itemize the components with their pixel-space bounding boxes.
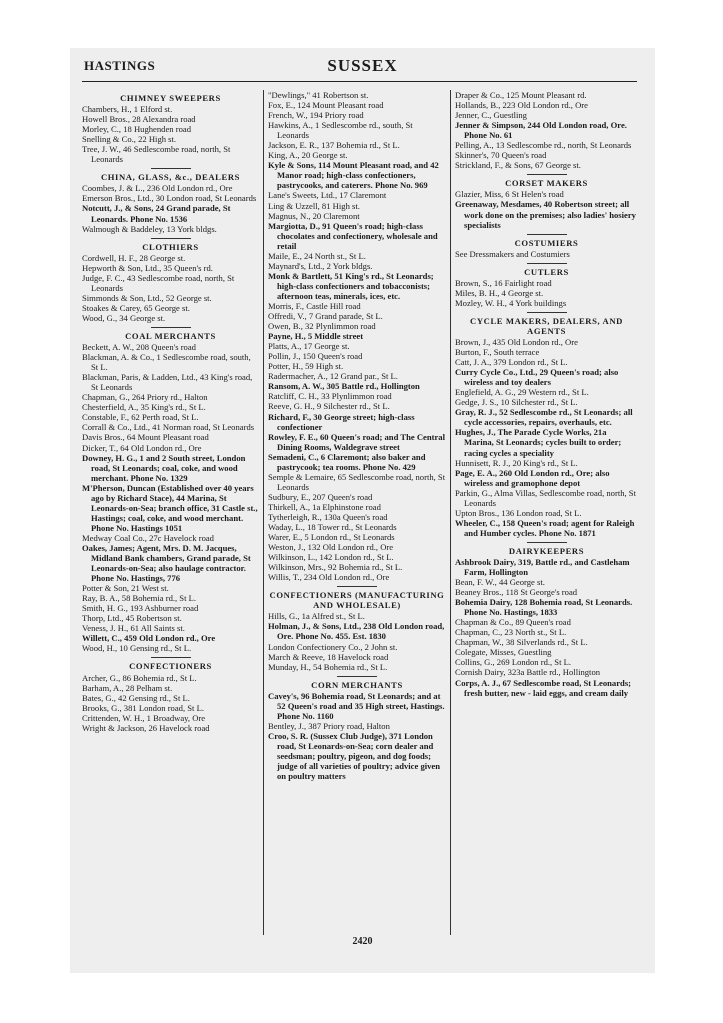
section-heading: CONFECTIONERS (MANUFACTURING AND WHOLESALE) (269, 590, 445, 611)
directory-entry: Snelling & Co., 22 High st. (82, 134, 177, 145)
directory-entry: Medway Coal Co., 27c Havelock road (82, 532, 214, 543)
directory-entry: Strickland, F., & Sons, 67 George st. (455, 160, 581, 171)
running-header-county: SUSSEX (327, 56, 398, 75)
directory-entry-bold: Wheeler, C., 158 Queen's road; agent for Raleigh and Humber cycles. Phone No. 1871 (455, 517, 635, 538)
directory-entry: Catt, J. A., 379 London rd., St L. (455, 357, 568, 368)
section-heading: CONFECTIONERS (129, 661, 212, 672)
section-separator (337, 676, 377, 677)
directory-entry: Coombes, J. & L., 236 Old London rd., Ore (82, 183, 233, 194)
directory-entry: Archer, G., 86 Bohemia rd., St L. (82, 672, 197, 683)
directory-entry: Mozley, W. H., 4 York buildings (455, 297, 567, 308)
directory-entry: Dicker, T., 64 Old London rd., Ore (82, 442, 202, 453)
directory-entry-bold: Ashbrook Dairy, 319, Battle rd., and Castleham Farm, Hollington (455, 556, 630, 578)
directory-columns (82, 90, 638, 935)
directory-entry: Colegate, Misses, Guestling (455, 647, 552, 658)
directory-entry: Parkin, G., Alma Villas, Sedlescombe road, north, St Leonards (455, 487, 636, 508)
section-separator (151, 238, 191, 239)
section-separator (527, 542, 567, 543)
directory-entry-bold: Kyle & Sons, 114 Mount Pleasant road, and 42 Manor road; high-class confectioners, pastrycooks, and caterers. Phone No. 969 (268, 160, 439, 191)
directory-entry: French, W., 194 Priory road (268, 110, 364, 121)
directory-entry-bold: Willett, C., 459 Old London rd., Ore (82, 633, 216, 644)
directory-entry: Judge, F. C., 43 Sedlescombe road, north, St Leonards (82, 272, 235, 293)
header-rule (82, 81, 637, 82)
directory-entry: Hollands, B., 223 Old London rd., Ore (455, 100, 588, 111)
directory-entry: Crittenden, W. H., 1 Broadway, Ore (82, 712, 206, 723)
section-heading: DAIRYKEEPERS (508, 545, 585, 556)
directory-entry-bold: Monk & Bartlett, 51 King's rd., St Leonards; high-class confectioners and tobacconists; afternoon teas, minerals, ices, etc. (268, 270, 434, 301)
directory-entry-bold: Curry Cycle Co., Ltd., 29 Queen's road; also wireless and toy dealers (455, 367, 619, 388)
directory-entry: Tree, J. W., 46 Sedlescombe road, north, St Leonards (82, 144, 231, 165)
directory-entry: Chapman, W., 38 Silverlands rd., St L. (455, 637, 588, 648)
directory-entry: Chapman, G., 264 Priory rd., Halton (82, 392, 208, 403)
directory-entry: Brown, J., 435 Old London rd., Ore (455, 336, 578, 347)
directory-entry: Gedge, J. S., 10 Silchester rd., St L. (455, 397, 578, 408)
directory-entry-bold: Page, E. A., 260 Old London rd., Ore; also wireless and gramophone depot (455, 467, 610, 488)
directory-entry: Ling & Uzzell, 81 High st. (268, 200, 360, 211)
directory-entry: Veness, J. H., 61 All Saints st. (82, 623, 185, 634)
directory-entry: Platts, A., 17 George st. (268, 341, 350, 352)
directory-entry: Pelling, A., 13 Sedlescombe rd., north, St Leonards (455, 140, 632, 151)
directory-entry: Jenner, C., Guestling (455, 110, 527, 121)
directory-entry: Morris, F., Castle Hill road (268, 300, 361, 311)
directory-entry: Hunnisett, R. J., 20 King's rd., St L. (455, 457, 578, 468)
column-3 (455, 90, 638, 935)
directory-entry: Brown, S., 16 Fairlight road (455, 277, 552, 288)
directory-entry: Jackson, E. R., 137 Bohemia rd., St L. (268, 140, 400, 151)
directory-entry: Potter, H., 59 High st. (268, 361, 344, 372)
section-separator (527, 312, 567, 313)
directory-entry: Maynard's, Ltd., 2 York bldgs. (268, 260, 373, 271)
directory-entry: Barham, A., 28 Pelham st. (82, 682, 173, 693)
directory-entry: Blackman, Paris, & Ladden, Ltd., 43 King's road, St Leonards (82, 372, 253, 393)
directory-entry: Wilkinson, Mrs., 92 Bohemia rd., St L. (268, 562, 403, 573)
directory-entry: Thorp, Ltd., 45 Robertson st. (82, 613, 182, 624)
directory-entry-bold: Jenner & Simpson, 244 Old London road, Ore. Phone No. 61 (455, 120, 627, 141)
directory-entry: Bentley, J., 387 Priory road, Halton (268, 720, 390, 731)
directory-entry: Ray, B. A., 58 Bohemia rd., St L. (82, 593, 197, 604)
section-separator (151, 657, 191, 658)
directory-entry-bold: Margiotta, D., 91 Queen's road; high-class chocolates and confectionery, wholesale and retail (268, 220, 438, 251)
directory-entry-bold: Ransom, A. W., 305 Battle rd., Hollington (268, 381, 420, 392)
directory-entry: Wood, G., 34 George st. (82, 312, 166, 323)
directory-entry: Howell Bros., 28 Alexandra road (82, 114, 196, 125)
directory-entry: Maile, E., 24 North st., St L. (268, 250, 366, 261)
page-number: 2420 (352, 936, 373, 947)
directory-entry: Burton, F., South terrace (455, 347, 540, 358)
directory-entry: Chambers, H., 1 Elford st. (82, 104, 173, 115)
directory-entry: Fox, E., 124 Mount Pleasant road (268, 100, 384, 111)
directory-entry: Wilkinson, L., 142 London rd., St L. (268, 552, 394, 563)
directory-entry: London Confectionery Co., 2 John st. (268, 641, 398, 652)
directory-entry: Emerson Bros., Ltd., 30 London road, St Leonards (82, 193, 257, 204)
directory-entry: Munday, H., 54 Bohemia rd., St L. (268, 661, 388, 672)
directory-entry-bold: Downey, H. G., 1 and 2 South street, London road, St Leonards; coal, coke, and wood merchant. Phone No. 1329 (82, 452, 246, 483)
directory-entry: Lane's Sweets, Ltd., 17 Claremont (268, 190, 387, 201)
directory-entry: Miles, B. H., 4 George st. (455, 287, 544, 298)
directory-entry: Weston, J., 132 Old London rd., Ore (268, 542, 394, 553)
directory-entry: Cornish Dairy, 323a Battle rd., Hollington (455, 667, 601, 678)
directory-entry: Waday, L., 18 Tower rd., St Leonards (268, 522, 397, 533)
section-heading: CORN MERCHANTS (311, 679, 403, 690)
directory-entry-bold: Hughes, J., The Parade Cycle Works, 21a Marina, St Leonards; cycles built to order; racing cycles a speciality (455, 427, 622, 458)
directory-entry: Upton Bros., 136 London road, St L. (455, 507, 582, 518)
directory-entry-bold: Bohemia Dairy, 128 Bohemia road, St Leonards. Phone No. Hastings, 1833 (455, 597, 633, 618)
directory-entry-bold: Payne, H., 5 Middle street (268, 331, 364, 342)
section-heading: CLOTHIERS (142, 241, 199, 252)
directory-entry: Hepworth & Son, Ltd., 35 Queen's rd. (82, 262, 213, 273)
directory-entry-bold: Croo, S. R. (Sussex Club Judge), 371 London road, St Leonards-on-Sea; corn dealer and seedsman; poultry, pigeon, and dog foods; judge of all varieties of poultry; advice given on poultry matters (268, 730, 441, 782)
directory-entry-bold: Notcutt, J., & Sons, 24 Grand parade, St Leonards. Phone No. 1536 (82, 203, 231, 224)
directory-entry-bold: Greenaway, Mesdames, 40 Robertson street; all work done on the premises; also ladies' hosiery specialists (455, 199, 636, 230)
section-separator (527, 234, 567, 235)
directory-entry: Glazier, Miss, 6 St Helen's road (455, 189, 564, 200)
directory-entry-bold: Semadeni, C., 6 Claremont; also baker and pastrycook; tea rooms. Phone No. 429 (268, 451, 426, 472)
directory-entry: Reeve, G. H., 9 Silchester rd., St L. (268, 401, 390, 412)
directory-entry: Wright & Jackson, 26 Havelock road (82, 722, 210, 733)
directory-entry: See Dressmakers and Costumiers (455, 248, 570, 259)
directory-entry: Simmonds & Son, Ltd., 52 George st. (82, 292, 212, 303)
directory-entry-bold: Corps, A. J., 67 Sedlescombe road, St Leonards; fresh butter, new - laid eggs, and cream daily (455, 677, 632, 698)
directory-entry: Thirkell, A., 1a Elphinstone road (268, 501, 381, 512)
section-heading: CORSET MAKERS (505, 178, 588, 189)
directory-entry: Cordwell, H. F., 28 George st. (82, 252, 186, 263)
section-heading: COAL MERCHANTS (125, 330, 216, 341)
section-heading: CHIMNEY SWEEPERS (120, 93, 221, 103)
section-separator (527, 263, 567, 264)
directory-entry: Corrall & Co., Ltd., 41 Norman road, St Leonards (82, 422, 255, 433)
directory-entry-bold: Gray, R. J., 52 Sedlescombe rd., St Leonards; all cycle accessories, repairs, overhauls, etc. (455, 407, 633, 428)
directory-entry-bold: Richard, F., 30 George street; high-class confectioner (268, 411, 415, 432)
column-divider (263, 90, 264, 935)
directory-entry: Owen, B., 32 Plynlimmon road (268, 321, 376, 332)
directory-entry-bold: M'Pherson, Duncan (Established over 40 years ago by Richard Stace), 44 Marina, St Leonards-on-Sea; branch office, 31 Castle st., Hastings; coal, coke, and wood merchant. Phone No. Hastings 1051 (82, 482, 258, 533)
directory-entry: Ratcliff, C. H., 33 Plynlimmon road (268, 391, 392, 402)
directory-entry: Walmough & Baddeley, 13 York bldgs. (82, 223, 217, 234)
directory-entry-bold: Cavey's, 96 Bohemia road, St Leonards; and at 52 Queen's road and 35 High street, Hastings. Phone No. 1160 (268, 690, 445, 721)
column-2 (268, 90, 446, 935)
directory-entry: Chapman, C., 23 North st., St L. (455, 627, 567, 638)
directory-entry: Davis Bros., 64 Mount Pleasant road (82, 432, 209, 443)
directory-entry: King, A., 20 George st. (268, 150, 348, 161)
directory-page (70, 48, 655, 973)
directory-entry: Beaney Bros., 118 St George's road (455, 587, 578, 598)
directory-entry: March & Reeve, 18 Havelock road (268, 651, 389, 662)
directory-entry: Magnus, N., 20 Claremont (268, 210, 360, 221)
directory-entry: Morley, C., 18 Hughenden road (82, 124, 191, 135)
directory-entry: Stoakes & Carey, 65 George st. (82, 302, 190, 313)
directory-entry: Hawkins, A., 1 Sedlescombe rd., south, St Leonards (268, 120, 413, 141)
directory-entry: Semple & Lemaire, 65 Sedlescombe road, north, St Leonards (268, 471, 446, 492)
directory-entry: Draper & Co., 125 Mount Pleasant rd. (455, 90, 587, 100)
directory-entry: Warer, E., 5 London rd., St Leonards (268, 532, 395, 543)
directory-entry: Chapman & Co., 89 Queen's road (455, 617, 571, 628)
directory-entry: Radermacher, A., 12 Grand par., St L. (268, 371, 398, 382)
directory-entry-bold: Rowley, F. E., 60 Queen's road; and The Central Dining Rooms, Waldegrave street (268, 431, 445, 452)
directory-entry: Sudbury, E., 207 Queen's road (268, 491, 373, 502)
directory-entry: Beckett, A. W., 208 Queen's road (82, 342, 196, 353)
directory-entry: Offredi, V., 7 Grand parade, St L. (268, 311, 383, 322)
directory-entry: Englefield, A. G., 29 Western rd., St L. (455, 387, 589, 398)
directory-entry: Bates, G., 42 Gensing rd., St L. (82, 692, 190, 703)
section-heading: COSTUMIERS (514, 237, 579, 248)
directory-entry: Wood, H., 10 Gensing rd., St L. (82, 643, 192, 654)
directory-entry: Collins, G., 269 London rd., St L. (455, 657, 572, 668)
directory-entry: Bean, F. W., 44 George st. (455, 577, 545, 588)
directory-entry: Hills, G., 1a Alfred st., St L. (268, 611, 365, 622)
section-separator (151, 327, 191, 328)
directory-entry: Skinner's, 70 Queen's road (455, 150, 547, 161)
directory-entry: Chesterfield, A., 35 King's rd., St L. (82, 402, 206, 413)
directory-entry: "Dewlings," 41 Robertson st. (268, 90, 369, 100)
directory-entry: Constable, F., 62 Perth road, St L. (82, 412, 199, 423)
section-heading: CYCLE MAKERS, DEALERS, AND AGENTS (470, 315, 623, 336)
directory-entry: Pollin, J., 150 Queen's road (268, 351, 363, 362)
directory-entry: Blackman, A. & Co., 1 Sedlescombe road, south, St L. (82, 352, 251, 373)
directory-entry: Willis, T., 234 Old London rd., Ore (268, 572, 390, 583)
directory-entry: Tytherleigh, R., 130a Queen's road (268, 511, 388, 522)
directory-entry: Potter & Son, 21 West st. (82, 583, 169, 594)
section-heading: CUTLERS (524, 266, 569, 277)
section-separator (337, 586, 377, 587)
column-divider (450, 90, 451, 935)
section-separator (527, 174, 567, 175)
running-header-town: HASTINGS (84, 58, 156, 73)
column-1 (82, 90, 259, 935)
directory-entry: Smith, H. G., 193 Ashburner road (82, 603, 199, 614)
section-separator (151, 168, 191, 169)
directory-entry: Brooks, G., 381 London road, St L. (82, 702, 204, 713)
section-heading: CHINA, GLASS, &c., DEALERS (100, 172, 241, 183)
directory-entry-bold: Oakes, James; Agent, Mrs. D. M. Jacques, Midland Bank chambers, Grand parade, St Leonards-on-Sea; also haulage contractor. Phone No. Hastings, 776 (82, 542, 251, 584)
directory-entry-bold: Holman, J., & Sons, Ltd., 238 Old London road, Ore. Phone No. 455. Est. 1830 (268, 621, 445, 642)
